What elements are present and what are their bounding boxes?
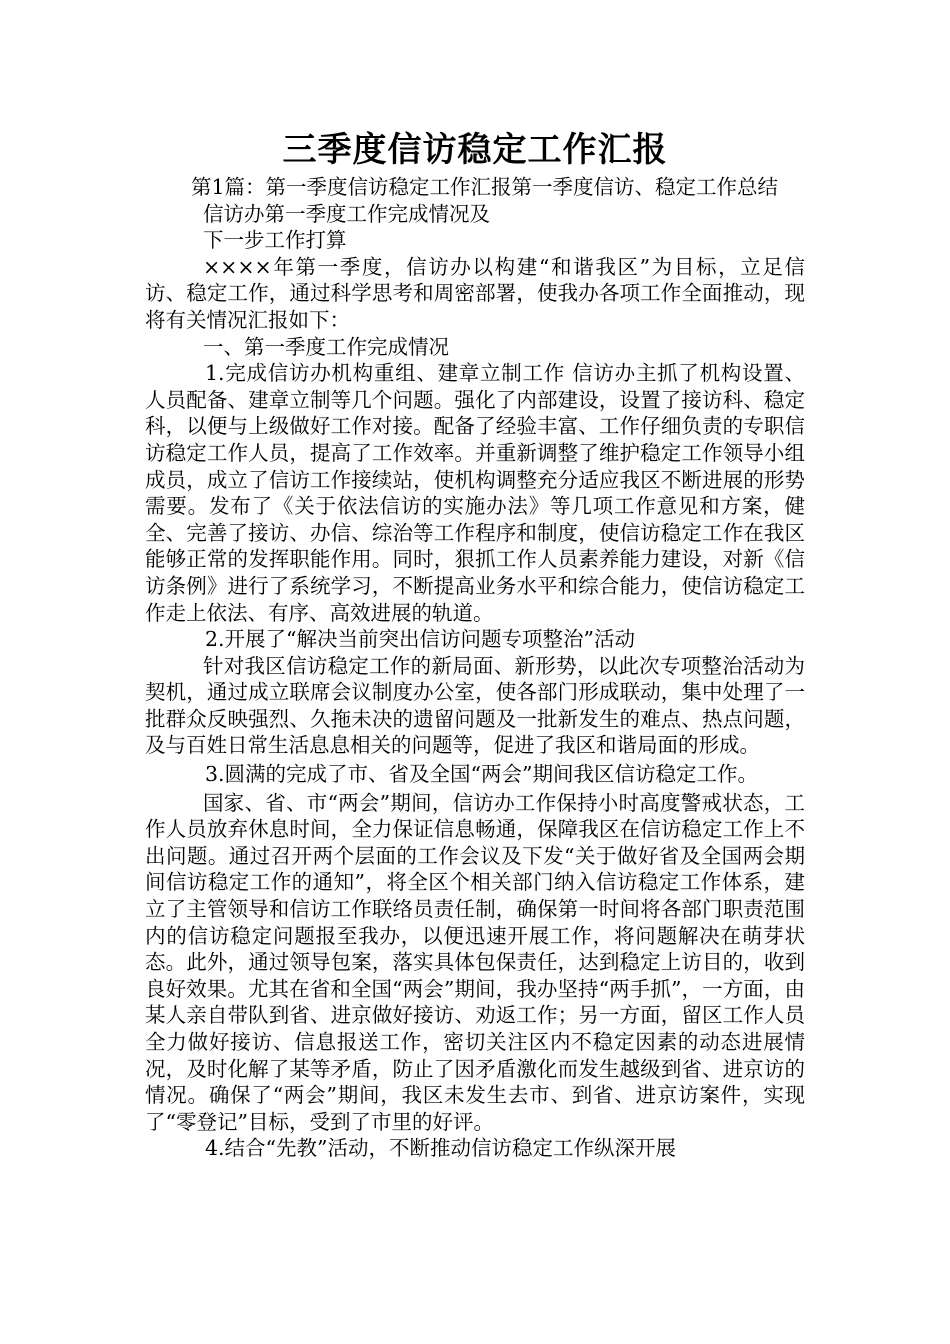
body-paragraph-item-3: 国家、省、市“两会”期间，信访办工作保持小时高度警戒状态，工作人员放弃休息时间，全力保证信息畅通，保障我区在信访稳定工作上不出问题。通过召开两个层面的工作会议及下发“关于做好省及全国两会期间信访稳定工作的通知”，将全区个相关部门纳入信访稳定工作体系，建立了主管领导和信访工作联络员责任制，确保第一时间将各部门职责范围内的信访稳定问题报至我办，以便迅速开展工作，将问题解决在萌芽状态。此外，通过领导包案，落实具体包保责任，达到稳定上访目的，收到良好效果。尤其在省和全国“两会”期间，我办坚持“两手抓”，一方面，由某人亲自带队到省、进京做好接访、劝返工作；另一方面，留区工作人员全力做好接访、信息报送工作，密切关注区内不稳定因素的动态进展情况，及时化解了某等矛盾，防止了因矛盾激化而发生越级到省、进京访的情况。确保了“两会”期间，我区未发生去市、到省、进京访案件，实现了“零登记”目标，受到了市里的好评。 <box>145 790 805 1134</box>
subtitle-line-1: 信访办第一季度工作完成情况及 <box>203 201 490 226</box>
item-heading-4: 4.结合“先教”活动，不断推动信访稳定工作纵深开展 <box>205 1136 677 1161</box>
subtitle-line-2: 下一步工作打算 <box>203 228 347 253</box>
section-heading-chapter: 第1篇：第一季度信访稳定工作汇报第一季度信访、稳定工作总结 <box>191 175 779 199</box>
document-page <box>145 128 805 1162</box>
body-paragraph-item-1: 1.完成信访办机构重组、建章立制工作 信访办主抓了机构设置、人员配备、建章立制等几个问题。强化了内部建设，设置了接访科、稳定科，以便与上级做好工作对接。配备了经验丰富、工作仔细负责的专职信访稳定工作人员，提高了工作效率。并重新调整了维护稳定工作领导小组成员，成立了信访工作接续站，使机构调整充分适应我区不断进展的形势需要。发布了《关于依法信访的实施办法》等几项工作意见和方案，健全、完善了接访、办信、综治等工作程序和制度，使信访稳定工作在我区能够正常的发挥职能作用。同时，狠抓工作人员素养能力建设，对新《信访条例》进行了系统学习，不断提高业务水平和综合能力，使信访稳定工作走上依法、有序、高效进展的轨道。 <box>145 361 805 625</box>
item-heading-3: 3.圆满的完成了市、省及全国“两会”期间我区信访稳定工作。 <box>205 762 759 787</box>
section-heading-1: 一、第一季度工作完成情况 <box>203 334 449 359</box>
body-paragraph-item-2: 针对我区信访稳定工作的新局面、新形势，以此次专项整治活动为契机，通过成立联席会议制度办公室，使各部门形成联动，集中处理了一批群众反映强烈、久拖未决的遗留问题及一批新发生的难点、热点问题，及与百姓日常生活息息相关的问题等，促进了我区和谐局面的形成。 <box>145 653 805 758</box>
intro-paragraph: ××××年第一季度，信访办以构建“和谐我区”为目标，立足信访、稳定工作，通过科学思考和周密部署，使我办各项工作全面推动，现将有关情况汇报如下： <box>145 254 805 332</box>
document-title: 三季度信访稳定工作汇报 <box>282 130 668 170</box>
item-heading-2: 2.开展了“解决当前突出信访问题专项整治”活动 <box>205 627 636 652</box>
